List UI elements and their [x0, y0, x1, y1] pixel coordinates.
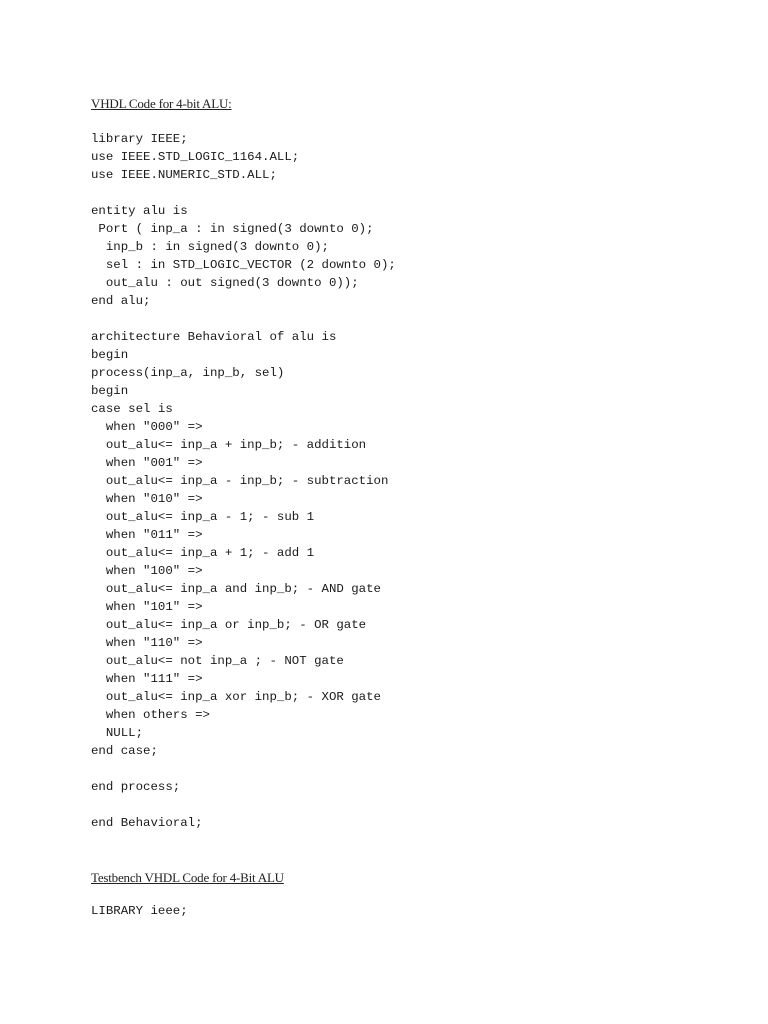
code-line: case sel is [91, 402, 173, 416]
code-line: end process; [91, 780, 181, 794]
code-line: out_alu<= inp_a + inp_b; - addition [91, 438, 367, 452]
code-line: library IEEE; [91, 132, 188, 146]
alu-code-heading: VHDL Code for 4-bit ALU: [91, 96, 232, 111]
code-line: out_alu<= inp_a and inp_b; - AND gate [91, 582, 381, 596]
code-line: when "001" => [91, 456, 203, 470]
code-line: end alu; [91, 294, 151, 308]
code-line: out_alu<= inp_a xor inp_b; - XOR gate [91, 690, 381, 704]
code-line: end Behavioral; [91, 816, 203, 830]
code-line: when "000" => [91, 420, 203, 434]
code-line: out_alu<= inp_a - inp_b; - subtraction [91, 474, 389, 488]
alu-code-block [91, 130, 396, 832]
code-line: when "110" => [91, 636, 203, 650]
code-line: sel : in STD_LOGIC_VECTOR (2 downto 0); [91, 258, 396, 272]
code-line: process(inp_a, inp_b, sel) [91, 366, 285, 380]
code-line: when "111" => [91, 672, 203, 686]
code-line: inp_b : in signed(3 downto 0); [91, 240, 329, 254]
code-line: end case; [91, 744, 158, 758]
code-line: begin [91, 384, 129, 398]
testbench-code-block [91, 902, 188, 920]
code-line [91, 760, 396, 778]
code-line [91, 184, 396, 202]
code-line: architecture Behavioral of alu is [91, 330, 337, 344]
code-line: out_alu<= inp_a + 1; - add 1 [91, 546, 315, 560]
code-line: when "010" => [91, 492, 203, 506]
code-line: use IEEE.STD_LOGIC_1164.ALL; [91, 150, 300, 164]
code-line: out_alu<= inp_a - 1; - sub 1 [91, 510, 315, 524]
code-line [91, 310, 396, 328]
code-line: Port ( inp_a : in signed(3 downto 0); [91, 222, 374, 236]
code-line: out_alu : out signed(3 downto 0)); [91, 276, 359, 290]
code-line: LIBRARY ieee; [91, 904, 188, 918]
code-line: use IEEE.NUMERIC_STD.ALL; [91, 168, 277, 182]
code-line: when "011" => [91, 528, 203, 542]
code-line: entity alu is [91, 204, 188, 218]
code-line: when "101" => [91, 600, 203, 614]
code-line: begin [91, 348, 129, 362]
code-line: when "100" => [91, 564, 203, 578]
code-line: out_alu<= not inp_a ; - NOT gate [91, 654, 344, 668]
code-line: when others => [91, 708, 210, 722]
code-line [91, 796, 396, 814]
code-line: NULL; [91, 726, 144, 740]
code-line: out_alu<= inp_a or inp_b; - OR gate [91, 618, 367, 632]
testbench-code-heading: Testbench VHDL Code for 4-Bit ALU [91, 870, 284, 885]
